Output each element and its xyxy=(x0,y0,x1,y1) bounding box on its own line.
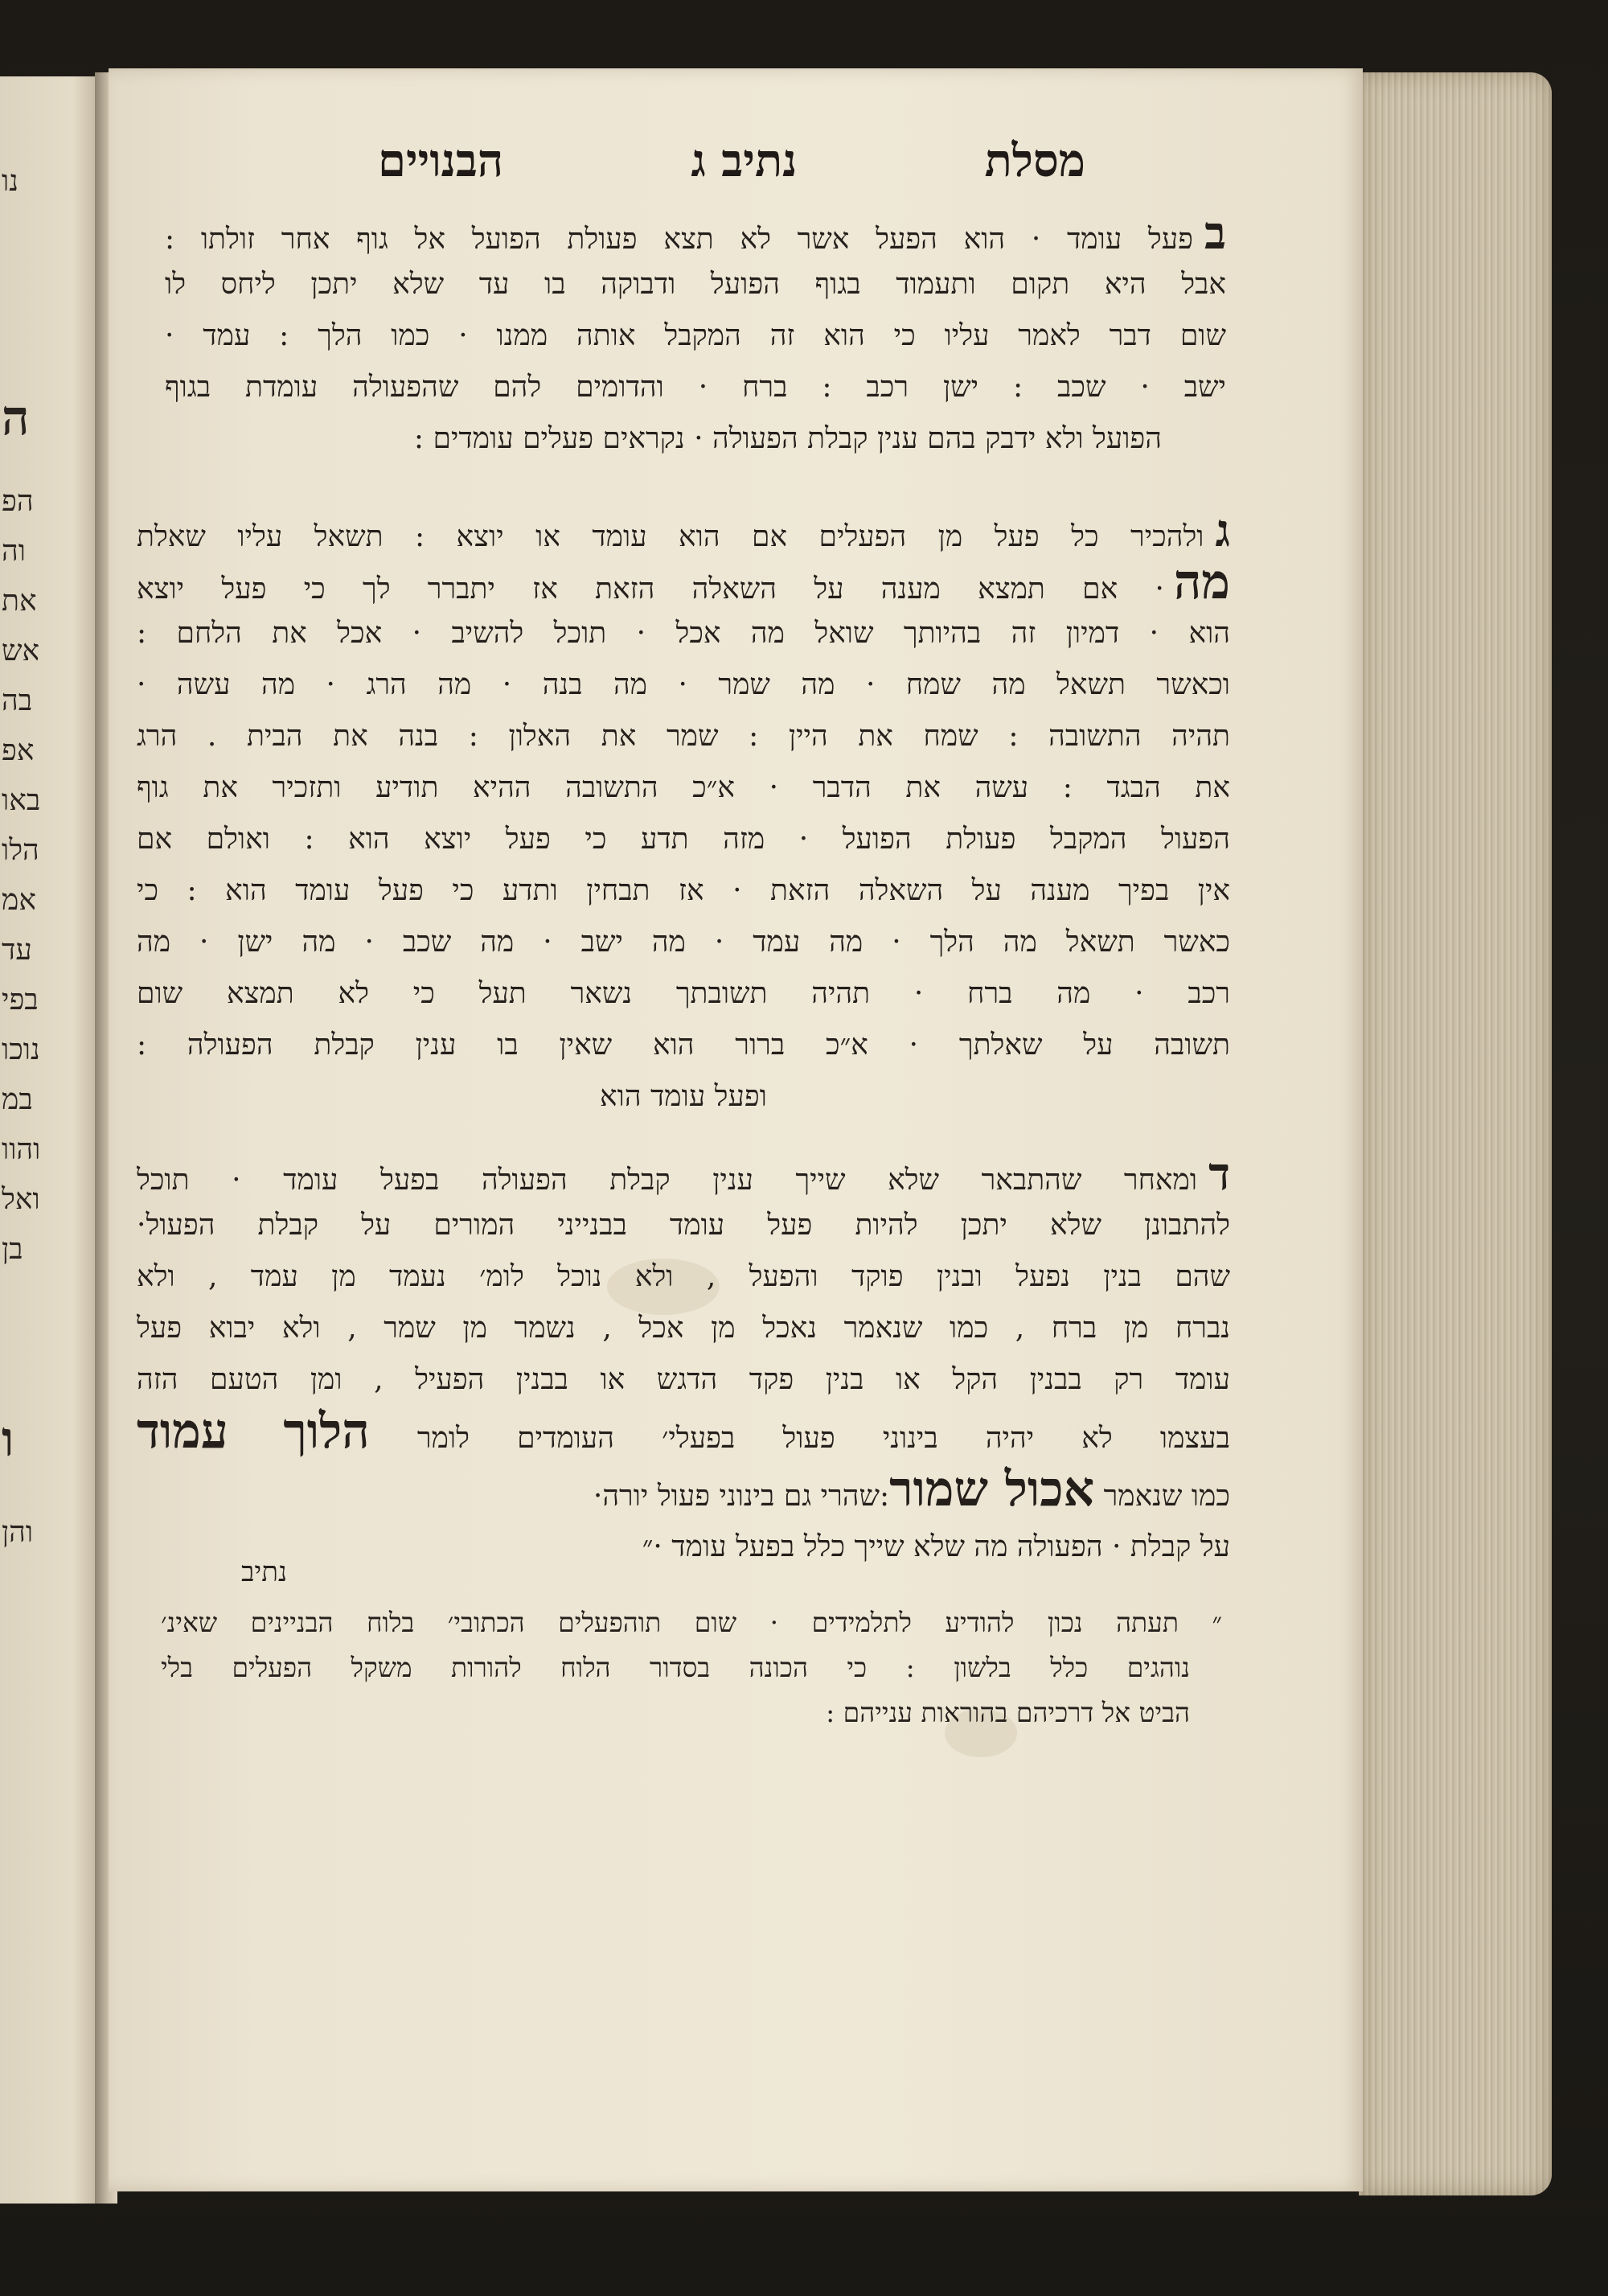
left-page-fragment: את xyxy=(2,585,37,618)
header-center: נתיב ג xyxy=(691,134,798,187)
text-line: ופעל עומד הוא xyxy=(600,1080,767,1113)
text-line: עומד רק בבנין הקל או בנין פקד הדגש או בבנין הפעיל , ומן הטעם הזה xyxy=(137,1363,1230,1396)
footnote-line: ״ תעתה נכון להודיע לתלמידים · שום תוהפעלים הכתובי׳ בלוח הבניינים שאינ׳ xyxy=(161,1607,1222,1638)
text-line: רכב · מה ברח · תהיה תשובתך נשאר תעל כי לא תמצא שום xyxy=(137,977,1230,1010)
text-line: נברח מן ברח , כמו שנאמר נאכל מן אכל , נשמר מן שמר , ולא יבוא פעל xyxy=(137,1312,1230,1345)
text-line: הפועל ולא ידבק בהם ענין קבלת הפעולה · נקראים פעלים עומדים : xyxy=(413,422,1162,455)
left-page-fragment: הלו xyxy=(2,834,39,867)
text-line: ישב · שכב : ישן רכב : ברח · והדומים להם שהפעולה עומדת בגוף xyxy=(165,371,1226,404)
footnote-line: נוהגים כלל בלשון : כי הכונה בסדור הלוח להורות משקל הפעלים בלי xyxy=(161,1652,1190,1683)
text-line: להתבונן שלא יתכן להיות פעל עומד בבנייני המורים על קבלת הפעול· xyxy=(137,1209,1230,1242)
text-line: בפעל עומד · הוא הפעל אשר לא תצא פעולת הפועל אל גוף אחר זולתו : xyxy=(165,207,1226,259)
left-page-fragment: אפ xyxy=(2,734,35,767)
text-line: בעצמו לא יהיה בינוני פעול בפעלי׳ העומדים לומר הלוך עמוד xyxy=(137,1406,1230,1464)
left-page-fragment: באו xyxy=(2,784,41,817)
left-page-fragment: בפי xyxy=(2,984,39,1017)
left-page-fragment: וה xyxy=(2,535,26,568)
text-line: שהם בנין נפעל ובנין פוקד והפעל , ולא נוכל לומ׳ נעמד מן עמד , ולא xyxy=(137,1260,1230,1293)
left-page-fragment: אמ xyxy=(2,884,36,917)
text-line: הוא · דמיון זה בהיותך שואל מה אכל · תוכל להשיב · אכל את הלחם : xyxy=(137,617,1230,650)
left-page-fragment: ואל xyxy=(2,1183,40,1216)
left-page-fragment: נוכו xyxy=(2,1033,40,1066)
left-page-fragment: ו xyxy=(2,1411,14,1468)
left-page-fragment: בה xyxy=(2,684,33,717)
header-left: הבנויים xyxy=(378,134,504,187)
section-letter: ב xyxy=(1204,207,1226,259)
text-line: אבל היא תקום ותעמוד בגוף הפועל ודבוקה בו עד שלא יתכן ליחס לו xyxy=(165,268,1226,301)
text-line: כמו שנאמר אכול שמור:שהרי גם בינוני פעול יורה· xyxy=(137,1464,1230,1522)
text-line: את הבגד : עשה את הדבר · א״כ התשובה ההיא תודיע ותזכיר את גוף xyxy=(137,771,1230,804)
section-g xyxy=(137,505,1230,1123)
text-line: וכאשר תשאל מה שמח · מה שמר · מה בנה · מה הרג · מה עשה · xyxy=(137,668,1230,701)
left-page-fragment: ה xyxy=(2,390,30,446)
catchword: נתיב xyxy=(241,1556,288,1588)
running-header xyxy=(378,129,1085,193)
left-page-fragment: נו xyxy=(2,165,18,198)
footnote xyxy=(161,1600,1222,1735)
left-page-fragment: והן xyxy=(2,1516,34,1549)
text-line: אין בפיך מענה על השאלה הזאת · אז תבחין ותדע כי פעל עומד הוא : כי xyxy=(137,874,1230,907)
left-page-edge xyxy=(0,76,105,2204)
section-b xyxy=(165,207,1226,465)
section-letter: ד xyxy=(1208,1148,1230,1200)
text-line: הפעול המקבל פעולת הפועל · מזה תדע כי פעל יוצא הוא : ואולם אם xyxy=(137,823,1230,856)
left-page-fragment: אש xyxy=(2,635,40,667)
left-page-fragment: במ xyxy=(2,1083,33,1116)
text-line: דומאחר שהתבאר שלא שייך ענין קבלת הפעולה בפעל עומד · תוכל xyxy=(137,1148,1230,1200)
left-page-fragment: והוו xyxy=(2,1133,41,1166)
text-line: שום דבר לאמר עליו כי הוא זה המקבל אותה ממנו · כמו הלך : עמד · xyxy=(165,319,1226,352)
text-line: תהיה התשובה : שמח את היין : שמר את האלון : בנה את הבית . הרג xyxy=(137,720,1230,753)
footnote-line: הביט אל דרכיהם בהוראות ענייהם : xyxy=(826,1697,1190,1728)
left-page-fragment: עד xyxy=(2,934,32,967)
text-line: כאשר תשאל מה הלך · מה עמד · מה ישב · מה שכב · מה ישן · מה xyxy=(137,926,1230,959)
text-line: גולהכיר כל פעל מן הפעלים אם הוא עומד או יוצא : תשאל עליו שאלת xyxy=(137,505,1230,557)
question-word: מה xyxy=(1173,557,1230,608)
page-fore-edge xyxy=(1359,72,1552,2195)
left-page-fragment: בן xyxy=(2,1233,23,1266)
text-line: מה· אם תמצא מענה על השאלה הזאת אז יתברר לך כי פעל יוצא xyxy=(137,557,1230,608)
text-line: על קבלת · הפעולה מה שלא שייך כלל בפעל עומד ·״ xyxy=(642,1530,1230,1563)
header-right: מסלת xyxy=(984,134,1085,187)
section-letter: ג xyxy=(1215,505,1230,557)
example-words: אכול שמור xyxy=(889,1464,1095,1518)
text-line: תשובה על שאלתך · א״כ ברור הוא שאין בו ענין קבלת הפעולה : xyxy=(137,1029,1230,1062)
section-d xyxy=(137,1148,1230,1573)
example-words: הלוך עמוד xyxy=(137,1406,370,1460)
left-page-fragment: הפ xyxy=(2,485,34,518)
